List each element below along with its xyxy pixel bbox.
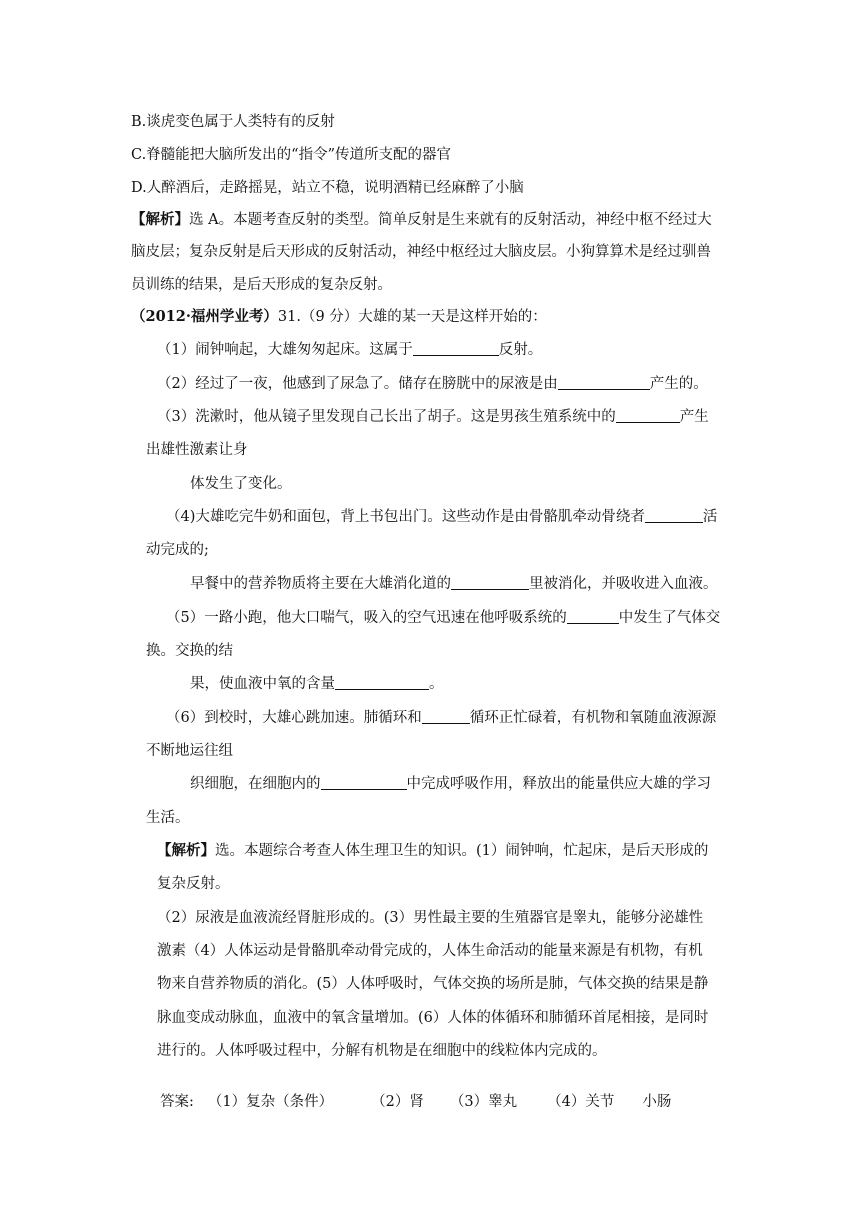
answer-1: （1）复杂（条件）	[207, 1094, 334, 1110]
answer-line	[160, 1092, 671, 1112]
analysis2-line	[157, 841, 708, 861]
question-5-line3	[190, 674, 444, 694]
q3-text: （3）洗漱时，他从镜子里发现自己长出了胡子。这是男孩生殖系统中的	[157, 409, 616, 425]
option-d: D.人醉酒后，走路摇晃，站立不稳，说明酒精已经麻醉了小脑	[131, 180, 524, 196]
answer-3: （3）睾丸	[449, 1094, 518, 1110]
option-b: B.谈虎变色属于人类特有的反射	[131, 114, 335, 130]
blank-4[interactable]	[645, 507, 703, 523]
question-3	[157, 407, 709, 427]
q3-text-end: 产生	[679, 409, 709, 425]
q1-text: （1）闹钟响起，大雄匆匆起床。这属于	[157, 342, 413, 358]
question-4-line3	[190, 574, 718, 594]
question-source: （2012·福州学业考）	[131, 308, 278, 325]
question-6-cont: 生活。	[146, 810, 190, 826]
analysis-line	[131, 210, 712, 230]
blank-5[interactable]	[567, 608, 619, 624]
q4-text-end: 活	[702, 509, 718, 525]
answer-5: 小肠	[642, 1094, 672, 1110]
q6-line3-text: 织细胞，在细胞内的	[190, 776, 321, 792]
blank-3[interactable]	[616, 407, 680, 423]
q4-line3-text: 早餐中的营养物质将主要在大雄消化道的	[190, 576, 451, 592]
analysis-tag: 【解析】	[131, 211, 189, 228]
blank-5b[interactable]	[335, 674, 429, 690]
analysis2-tag: 【解析】	[157, 842, 215, 859]
q6-text-end: 循环正忙碌着，有机物和氧随血液源源	[469, 710, 717, 726]
q6-line3-end: 中完成呼吸作用，释放出的能量供应大雄的学习	[406, 776, 711, 792]
analysis2-text: 选。本题综合考查人体生理卫生的知识。(1）闹钟响，忙起床，是后天形成的	[215, 843, 709, 859]
question-4	[166, 507, 717, 527]
analysis-line: 脑皮层；复杂反射是后天形成的反射活动，神经中枢经过大脑皮层。小狗算算术是经过驯兽	[131, 244, 711, 260]
question-1	[157, 340, 542, 360]
q2-text-end: 产生的。	[649, 376, 708, 392]
question-5-cont: 换。交换的结	[146, 643, 233, 659]
q5-text-end: 中发生了气体交	[618, 610, 721, 626]
question-3-cont: 体发生了变化。	[190, 476, 292, 492]
question-3-cont: 出雄性激素让身	[146, 442, 248, 458]
blank-6[interactable]	[422, 708, 470, 724]
analysis2-line: 激素（4）人体运动是骨骼肌牵动骨完成的，人体生命活动的能量来源是有机物，有机	[157, 943, 703, 959]
blank-1[interactable]	[413, 340, 499, 356]
analysis-line: 员训练的结果，是后天形成的复杂反射。	[131, 277, 392, 293]
question-2	[157, 374, 708, 394]
analysis-text: 选 A。本题考查反射的类型。简单反射是生来就有的反射活动，神经中枢不经过大	[189, 212, 712, 228]
q5-text: （5）一路小跑，他大口喘气，吸入的空气迅速在他呼吸系统的	[166, 610, 567, 626]
analysis2-line: 进行的。人体呼吸过程中，分解有机物是在细胞中的线粒体内完成的。	[157, 1043, 607, 1059]
analysis2-line: 复杂反射。	[157, 876, 230, 892]
answer-label: 答案:	[160, 1094, 194, 1110]
question-6-cont: 不断地运往组	[146, 743, 233, 759]
q2-text: （2）经过了一夜，他感到了尿急了。储存在膀胱中的尿液是由	[157, 376, 558, 392]
question-4-cont: 动完成的;	[146, 542, 209, 558]
q4-text: （4)大雄吃完牛奶和面包，背上书包出门。这些动作是由骨骼肌牵动骨绕者	[166, 509, 645, 525]
q5-line3-end: 。	[429, 676, 444, 692]
answer-4: （4）关节	[547, 1094, 615, 1110]
analysis2-line: （2）尿液是血液流经肾脏形成的。(3）男性最主要的生殖器官是睾丸，能够分泌雄性	[157, 910, 704, 926]
q1-text-end: 反射。	[498, 342, 543, 358]
analysis2-line: 物来自营养物质的消化。(5）人体呼吸时，气体交换的场所是肺，气体交换的结果是静	[157, 976, 709, 992]
blank-6b[interactable]	[321, 774, 407, 790]
analysis2-line: 脉血变成动脉血，血液中的氧含量增加。(6）人体的体循环和肺循环首尾相接，是同时	[157, 1010, 709, 1026]
question-6-line3	[190, 774, 711, 794]
q6-text: （6）到校时，大雄心跳加速。肺循环和	[166, 710, 422, 726]
question-5	[166, 608, 720, 628]
q5-line3-text: 果，使血液中氧的含量	[190, 676, 335, 692]
q4-line3-end: 里被消化，并吸收进入血液。	[529, 576, 718, 592]
question-title: 31.（9 分）大雄的某一天是这样开始的：	[277, 309, 547, 325]
question-6	[166, 708, 716, 728]
answer-2: （2）肾	[371, 1094, 424, 1110]
blank-4b[interactable]	[451, 574, 529, 590]
blank-2[interactable]	[558, 374, 650, 390]
question-stem	[131, 307, 547, 327]
option-c: C.脊髓能把大脑所发出的“指令”传道所支配的器官	[131, 147, 452, 163]
